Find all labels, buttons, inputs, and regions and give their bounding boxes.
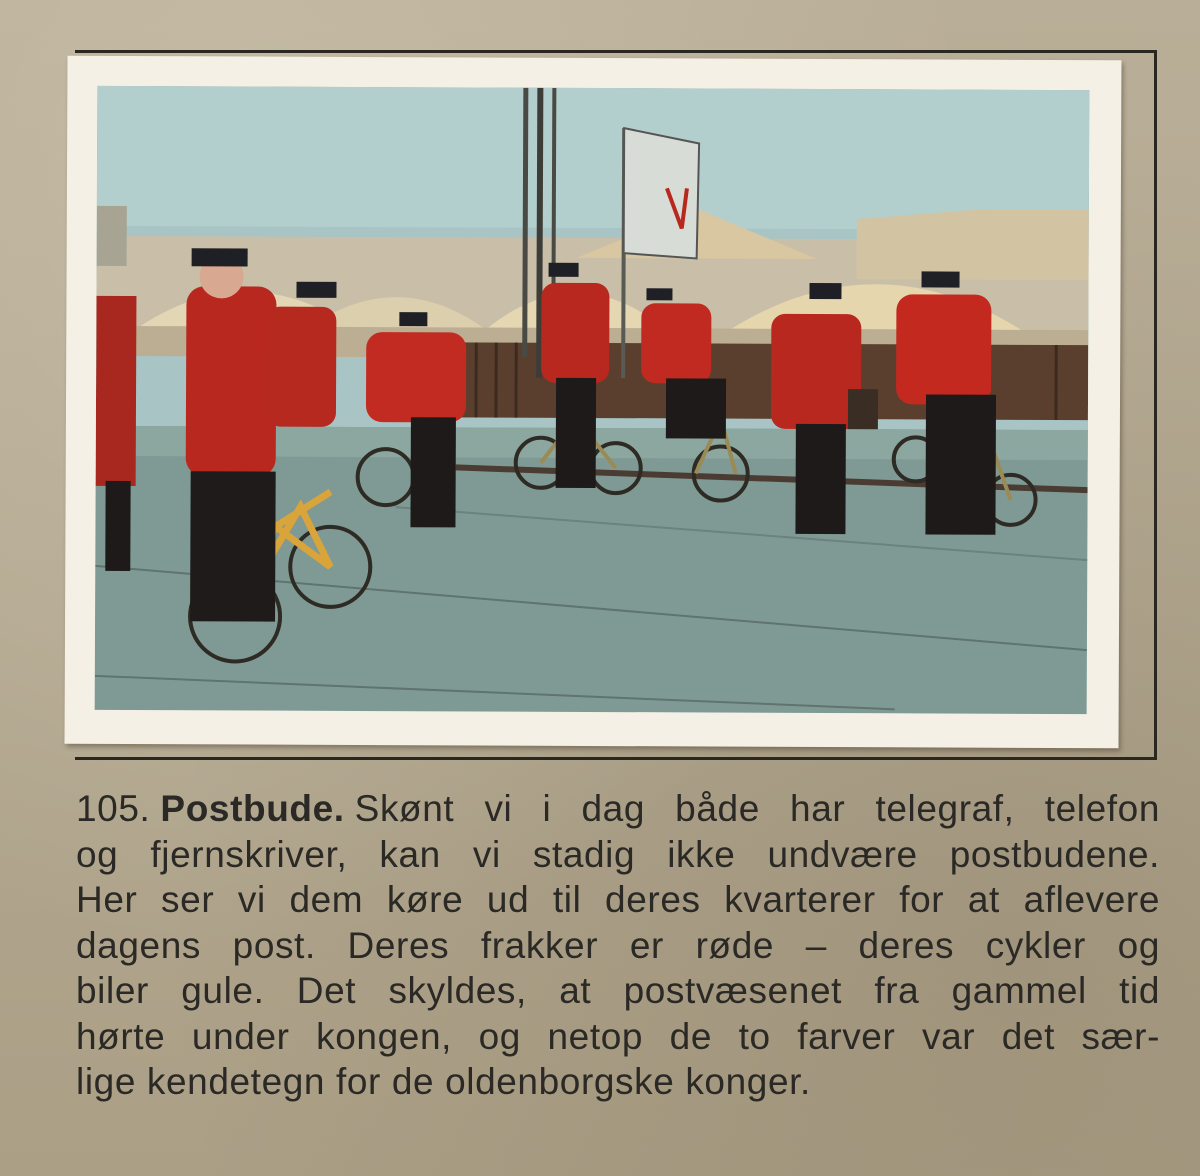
caption-line-3: Her ser vi dem køre ud til deres kvarterer for at aflevere bbox=[76, 879, 1160, 920]
caption-line-1 bbox=[76, 786, 1160, 832]
card-number: 105. bbox=[76, 788, 151, 829]
collector-card bbox=[65, 56, 1122, 749]
caption-line-2: og fjernskriver, kan vi stadig ikke undvære postbudene. bbox=[76, 833, 1160, 875]
caption-text: Skønt vi i dag både har telegraf, telefon bbox=[354, 788, 1160, 829]
card-title: Postbude. bbox=[160, 788, 345, 829]
postmen-photo bbox=[95, 86, 1090, 714]
caption-line-7: lige kendetegn for de oldenborgske konger. bbox=[76, 1061, 811, 1102]
caption-line-6: hørte under kongen, og netop de to farver var det sær- bbox=[76, 1015, 1160, 1057]
card-caption bbox=[76, 786, 1160, 1105]
caption-line-5: biler gule. Det skyldes, at postvæsenet fra gammel tid bbox=[76, 970, 1160, 1011]
caption-line-4: dagens post. Deres frakker er røde – deres cykler og bbox=[76, 924, 1160, 966]
